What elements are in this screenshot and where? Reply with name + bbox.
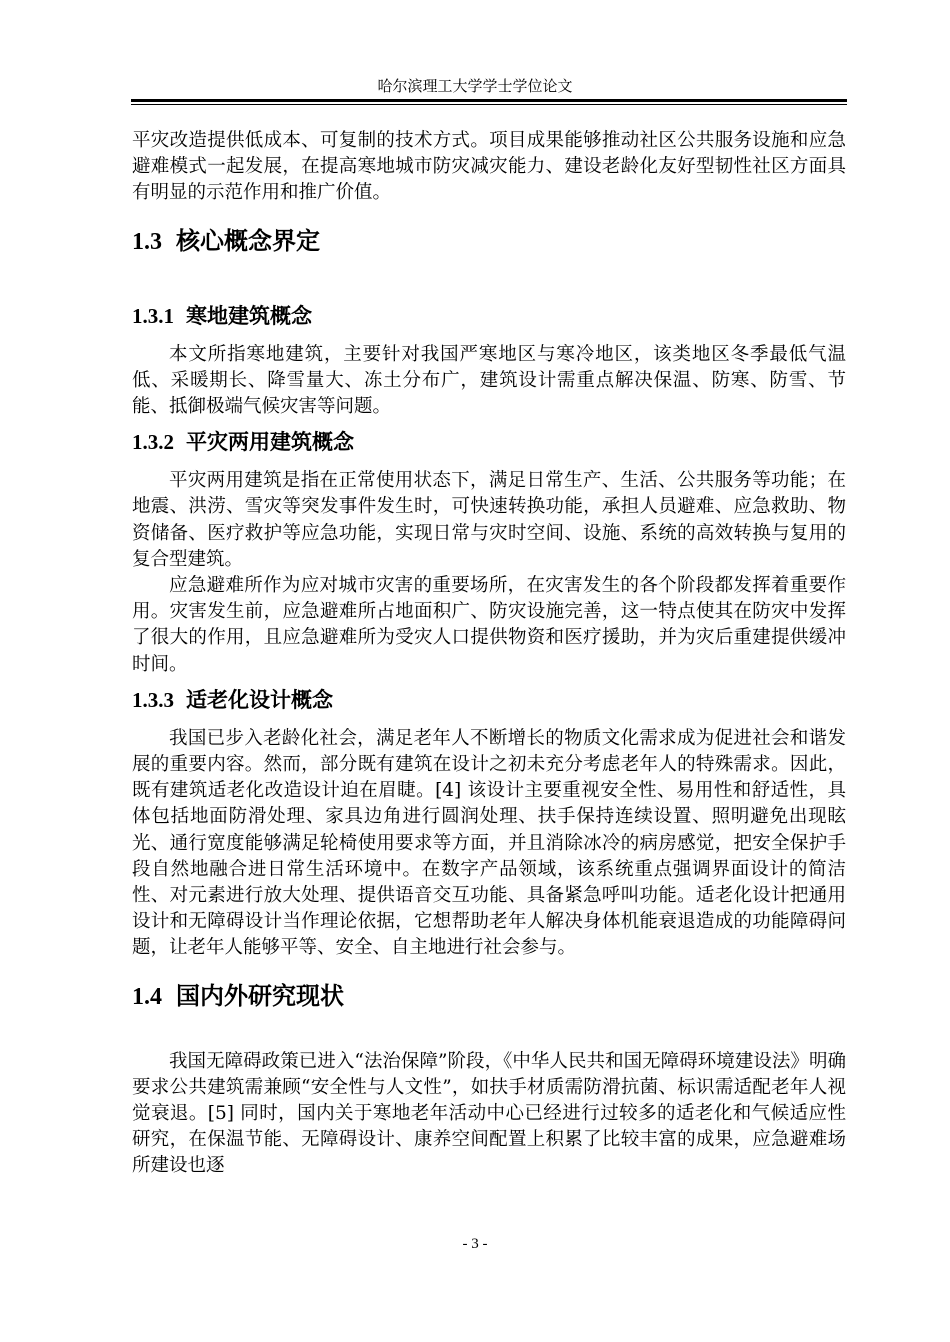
- subsection-heading-1-3-3: [132, 678, 846, 726]
- subsection-number: 1.3.3: [132, 687, 174, 712]
- paragraph-emergency-shelter: 应急避难所作为应对城市灾害的重要场所，在灾害发生的各个阶段都发挥着重要作用。灾害发生前，应急避难所占地面积广、防灾设施完善，这一特点使其在防灾中发挥了很大的作用，且应急避难所为受灾人口提供物资和医疗援助，并为灾后重建提供缓冲时间。: [132, 575, 846, 675]
- subsection-heading-1-3-2: [132, 420, 846, 468]
- section-number: 1.4: [132, 983, 162, 1010]
- section-title: 国内外研究现状: [176, 981, 344, 1010]
- subsection-number: 1.3.1: [132, 303, 174, 328]
- section-heading-1-4: [132, 962, 846, 1049]
- subsection-heading-1-3-1: [132, 294, 846, 342]
- header-rule-thin: [131, 104, 847, 105]
- paragraph-cold-region-building: 本文所指寒地建筑，主要针对我国严寒地区与寒冷地区，该类地区冬季最低气温低、采暖期长、降雪量大、冻土分布广，建筑设计需重点解决保温、防寒、防雪、节能、抵御极端气候灾害等问题。: [132, 343, 846, 418]
- page-number: - 3 -: [462, 1236, 488, 1252]
- subsection-title: 适老化设计概念: [186, 687, 333, 712]
- section-heading-1-3: [132, 207, 846, 294]
- subsection-title: 寒地建筑概念: [186, 303, 312, 328]
- page-body: [132, 128, 846, 1180]
- paragraph-dual-use-building: 平灾两用建筑是指在正常使用状态下，满足日常生产、生活、公共服务等功能；在地震、洪涝、雪灾等突发事件发生时，可快速转换功能，承担人员避难、应急救助、物资储备、医疗救护等应急功能，实现日常与灾时空间、设施、系统的高效转换与复用的复合型建筑。: [132, 470, 846, 570]
- running-header: 哈尔滨理工大学学士学位论文: [377, 77, 573, 95]
- section-title: 核心概念界定: [176, 226, 320, 255]
- header-rule-thick: [131, 99, 847, 102]
- subsection-number: 1.3.2: [132, 430, 174, 455]
- paragraph-continued: 平灾改造提供低成本、可复制的技术方式。项目成果能够推动社区公共服务设施和应急避难模式一起发展，在提高寒地城市防灾减灾能力、建设老龄化友好型韧性社区方面具有明显的示范作用和推广价值。: [132, 130, 846, 204]
- section-number: 1.3: [132, 228, 162, 255]
- subsection-title: 平灾两用建筑概念: [186, 430, 354, 455]
- paragraph-age-friendly-design: 我国已步入老龄化社会，满足老年人不断增长的物质文化需求成为促进社会和谐发展的重要内容。然而，部分既有建筑在设计之初未充分考虑老年人的特殊需求。因此，既有建筑适老化改造设计迫在眉睫。[4] 该设计主要重视安全性、易用性和舒适性，具体包括地面防滑处理、家具边角进行圆润处理、扶手保持连续设置、照明避免出现眩光、通行宽度能够满足轮椅使用要求等方面，并且消除冰冷的病房感觉，把安全保护手段自然地融合进日常生活环境中。在数字产品领域，该系统重点强调界面设计的简洁性、对元素进行放大处理、提供语音交互功能、具备紧急呼叫功能。适老化设计把通用设计和无障碍设计当作理论依据，它想帮助老年人解决身体机能衰退造成的功能障碍问题，让老年人能够平等、安全、自主地进行社会参与。: [132, 727, 846, 959]
- paragraph-research-status: 我国无障碍政策已进入“法治保障”阶段，《中华人民共和国无障碍环境建设法》明确要求公共建筑需兼顾“安全性与人文性”，如扶手材质需防滑抗菌、标识需适配老年人视觉衰退。[5] 同时，国内关于寒地老年活动中心已经进行过较多的适老化和气候适应性研究，在保温节能、无障碍设计、康养空间配置上积累了比较丰富的成果，应急避难场所建设也逐: [132, 1050, 846, 1177]
